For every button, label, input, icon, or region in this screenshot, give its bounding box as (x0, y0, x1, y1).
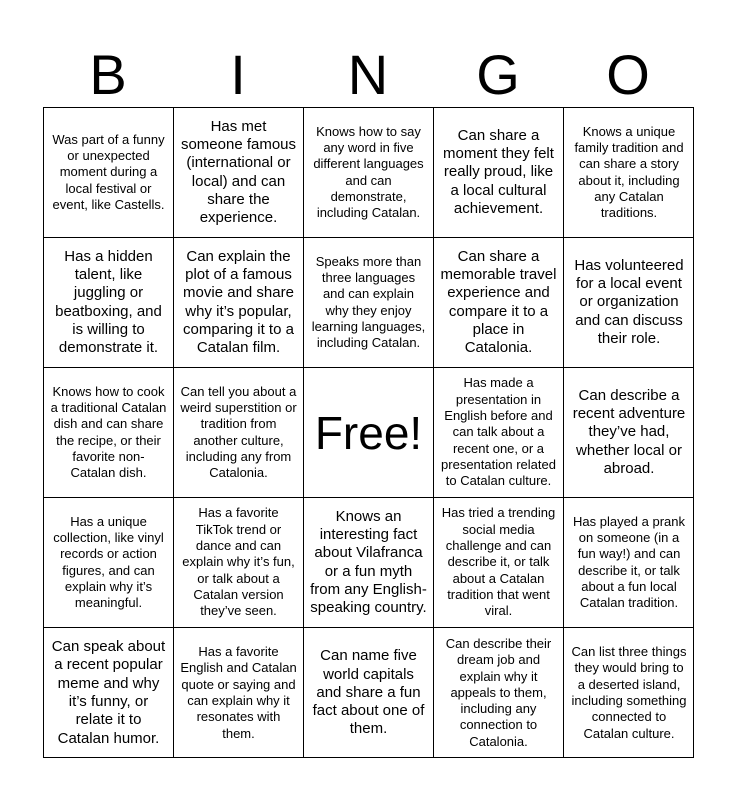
bingo-cell[interactable] (564, 238, 694, 368)
bingo-cell[interactable] (44, 108, 174, 238)
header-letter-i: I (230, 43, 246, 106)
bingo-grid (43, 107, 694, 758)
cell-text: Has a unique collection, like vinyl records or action figures, and can explain why it’s meaningful. (53, 513, 164, 611)
cell-text: Can explain the plot of a famous movie and share why it’s popular, comparing it to a Catalan film. (183, 247, 294, 357)
cell-text: Was part of a funny or unexpected moment during a local festival or event, like Castells. (52, 131, 165, 212)
bingo-cell[interactable] (174, 628, 304, 758)
cell-text: Can tell you about a weird superstition or tradition from another culture, including any from Catalonia. (180, 383, 297, 481)
bingo-cell[interactable] (434, 498, 564, 628)
bingo-header (43, 42, 693, 108)
cell-text: Has met someone famous (international or local) and can share the experience. (180, 117, 297, 227)
cell-text: Knows a unique family tradition and can share a story about it, including any Catalan traditions. (574, 123, 684, 221)
cell-text: Knows how to say any word in five different languages and can demonstrate, including Catalan. (313, 123, 424, 221)
bingo-cell[interactable] (304, 108, 434, 238)
bingo-cell[interactable] (44, 498, 174, 628)
cell-text: Has a favorite TikTok trend or dance and can explain why it’s fun, or talk about a Catalan version they’ve seen. (182, 505, 295, 619)
cell-text: Has played a prank on someone (in a fun way!) and can describe it, or talk about a fun local Catalan tradition. (572, 513, 685, 611)
bingo-cell[interactable] (174, 108, 304, 238)
cell-text: Can list three things they would bring to a deserted island, including something connected to Catalan culture. (571, 644, 687, 741)
header-letter-n: N (347, 43, 389, 106)
cell-text: Can describe a recent adventure they’ve had, whether local or abroad. (572, 386, 686, 477)
cell-text: Knows how to cook a traditional Catalan dish and can share the recipe, or their favorite non-Catalan dish. (50, 383, 167, 481)
cell-text: Speaks more than three languages and can explain why they enjoy learning languages, including Catalan. (311, 253, 426, 351)
bingo-cell[interactable] (434, 628, 564, 758)
cell-text: Has a hidden talent, like juggling or beatboxing, and is willing to demonstrate it. (55, 247, 162, 357)
cell-text: Can share a memorable travel experience and compare it to a place in Catalonia. (440, 247, 557, 357)
cell-text: Has a favorite English and Catalan quote or saying and can explain why it resonates with them. (180, 644, 297, 741)
bingo-cell[interactable] (44, 238, 174, 368)
bingo-cell[interactable] (434, 368, 564, 498)
bingo-cell[interactable] (564, 108, 694, 238)
cell-text: Knows an interesting fact about Vilafranca or a fun myth from any English-speaking country. (310, 507, 427, 617)
bingo-cell[interactable] (44, 368, 174, 498)
bingo-cell[interactable] (304, 238, 434, 368)
bingo-cell[interactable] (564, 628, 694, 758)
bingo-cell[interactable] (564, 498, 694, 628)
cell-text: Has tried a trending social media challenge and can describe it, or talk about a Catalan tradition that went viral. (441, 505, 556, 619)
cell-text: Can share a moment they felt really proud, like a local cultural achievement. (443, 126, 554, 217)
cell-text: Has made a presentation in English before and can talk about a recent one, or a presentation related to Catalan culture. (441, 375, 556, 489)
bingo-cell[interactable] (174, 368, 304, 498)
cell-text: Has volunteered for a local event or organization and can discuss their role. (574, 256, 684, 347)
bingo-cell[interactable] (434, 238, 564, 368)
bingo-cell[interactable] (434, 108, 564, 238)
cell-text: Can describe their dream job and explain why it appeals to them, including any connection to Catalonia. (445, 635, 552, 749)
header-letter-b: B (89, 43, 127, 106)
bingo-cell[interactable] (174, 498, 304, 628)
bingo-cell[interactable] (304, 628, 434, 758)
bingo-cell[interactable] (44, 628, 174, 758)
bingo-cell[interactable] (174, 238, 304, 368)
cell-text: Can speak about a recent popular meme and why it’s funny, or relate it to Catalan humor. (51, 638, 166, 747)
bingo-cell[interactable] (304, 498, 434, 628)
header-letter-g: G (476, 43, 520, 106)
free-space-text: Free! (314, 406, 423, 459)
bingo-cell-free[interactable] (304, 368, 434, 498)
cell-text: Can name five world capitals and share a fun fact about one of them. (312, 647, 425, 738)
header-letter-o: O (606, 43, 650, 106)
bingo-cell[interactable] (564, 368, 694, 498)
